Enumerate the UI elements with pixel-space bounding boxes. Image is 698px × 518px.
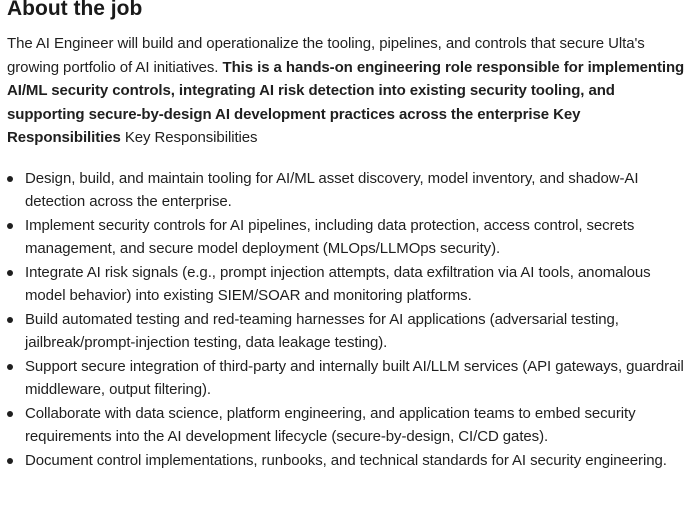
list-item-text: Build automated testing and red-teaming harnesses for AI applications (adversarial testing, jailbreak/prompt-injection testing, data leakage testing).: [25, 310, 619, 351]
list-item: [7, 402, 693, 449]
section-heading: About the job: [7, 0, 143, 20]
list-item: [7, 308, 693, 355]
list-item-text: Collaborate with data science, platform engineering, and application teams to embed security requirements into the AI development lifecycle (secure-by-design, CI/CD gates).: [25, 404, 636, 445]
bullet-icon: [7, 411, 13, 417]
list-item-text: Document control implementations, runbooks, and technical standards for AI security engineering.: [25, 451, 667, 469]
list-item: [7, 355, 693, 402]
responsibilities-list: [7, 167, 693, 473]
intro-paragraph: [7, 32, 693, 150]
intro-trailing-text: Key Responsibilities: [124, 129, 258, 146]
bullet-icon: [7, 317, 13, 323]
bullet-icon: [7, 223, 13, 229]
list-item-text: Design, build, and maintain tooling for AI/ML asset discovery, model inventory, and shadow-AI detection across the enterprise.: [25, 169, 639, 210]
bullet-icon: [7, 364, 13, 370]
list-item: [7, 449, 693, 473]
list-item: [7, 214, 693, 261]
list-item-text: Integrate AI risk signals (e.g., prompt injection attempts, data exfiltration via AI tools, anomalous model behavior) into existing SIEM/SOAR and monitoring platforms.: [25, 263, 651, 304]
list-item: [7, 261, 693, 308]
list-item: [7, 167, 693, 214]
list-item-text: Support secure integration of third-party and internally built AI/LLM services (API gateways, guardrail middleware, output filtering).: [25, 357, 684, 398]
bullet-icon: [7, 458, 13, 464]
bullet-icon: [7, 270, 13, 276]
list-item-text: Implement security controls for AI pipelines, including data protection, access control, secrets management, and secure model deployment (MLOps/LLMOps security).: [25, 216, 635, 257]
intro-text: The AI Engineer will build and operationalize the tooling, pipelines, and controls that secure Ulta's growing portfolio of AI initiatives.: [7, 35, 645, 76]
bullet-icon: [7, 176, 13, 182]
intro-bold-text: This is a hands-on engineering role responsible for implementing AI/ML security controls, integrating AI risk detection into existing security tooling, and supporting secure-by-design AI development practices across the enterprise Key Responsibilities: [7, 58, 685, 146]
job-description-section: [7, 0, 693, 472]
